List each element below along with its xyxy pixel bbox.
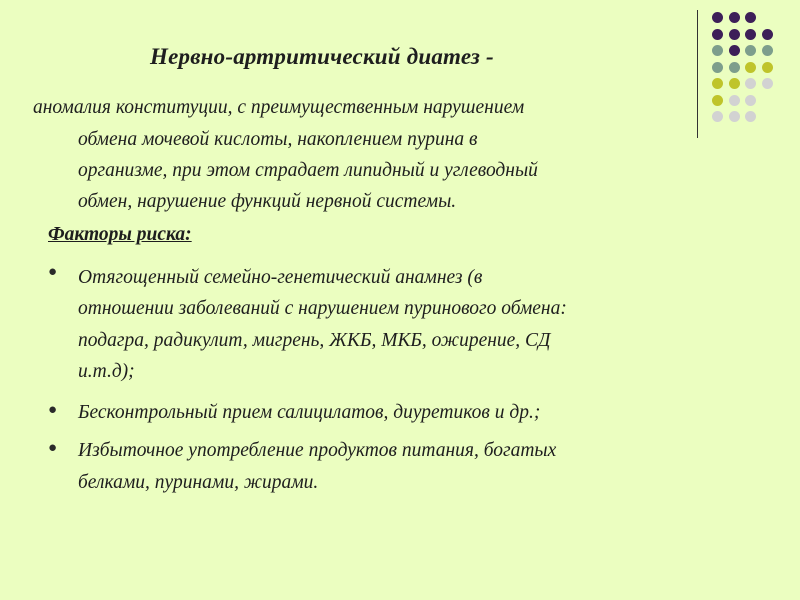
- decorative-dot: [712, 95, 723, 106]
- bullet-2-line-1: Бесконтрольный прием салицилатов, диуретиков и др.;: [78, 402, 541, 423]
- bullet-1-line-4: и.т.д);: [78, 361, 135, 382]
- definition-line-4: обмен, нарушение функций нервной системы.: [78, 191, 457, 212]
- decorative-divider-line: [697, 10, 698, 138]
- decorative-dot: [745, 78, 756, 89]
- bullet-3-line-2: белками, пуринами, жирами.: [78, 472, 319, 493]
- decorative-dot-grid: [712, 12, 792, 132]
- decorative-dot: [729, 62, 740, 73]
- bullet-1-line-3: подагра, радикулит, мигрень, ЖКБ, МКБ, ожирение, СД: [78, 330, 551, 351]
- risk-factors-heading: Факторы риска:: [48, 224, 192, 245]
- decorative-dot: [712, 62, 723, 73]
- decorative-dot: [745, 95, 756, 106]
- decorative-dot: [745, 45, 756, 56]
- bullet-3-line-1: Избыточное употребление продуктов питания, богатых: [78, 440, 557, 461]
- decorative-dot: [729, 29, 740, 40]
- bullet-1-line-1: Отягощенный семейно-генетический анамнез (в: [78, 267, 483, 288]
- decorative-dot: [762, 45, 773, 56]
- decorative-dot: [745, 12, 756, 23]
- decorative-dot: [712, 78, 723, 89]
- decorative-dot: [762, 29, 773, 40]
- bullet-icon: ●: [48, 264, 58, 280]
- bullet-1-line-2: отношении заболеваний с нарушением пуринового обмена:: [78, 298, 567, 319]
- bullet-icon: ●: [48, 440, 58, 456]
- decorative-dot: [762, 78, 773, 89]
- decorative-dot: [729, 12, 740, 23]
- definition-line-2: обмена мочевой кислоты, накоплением пурина в: [78, 129, 478, 150]
- decorative-dot: [712, 29, 723, 40]
- definition-line-3: организме, при этом страдает липидный и углеводный: [78, 160, 538, 181]
- bullet-icon: ●: [48, 402, 58, 418]
- decorative-dot: [745, 62, 756, 73]
- decorative-dot: [712, 12, 723, 23]
- decorative-dot: [745, 29, 756, 40]
- decorative-dot: [729, 45, 740, 56]
- decorative-dot: [762, 62, 773, 73]
- decorative-dot: [712, 111, 723, 122]
- decorative-dot: [729, 111, 740, 122]
- decorative-dot: [745, 111, 756, 122]
- decorative-dot: [712, 45, 723, 56]
- decorative-dot: [729, 78, 740, 89]
- definition-line-1: аномалия конституции, с преимущественным нарушением: [33, 97, 525, 118]
- decorative-dot: [729, 95, 740, 106]
- slide-title: Нервно-артритический диатез -: [150, 44, 494, 69]
